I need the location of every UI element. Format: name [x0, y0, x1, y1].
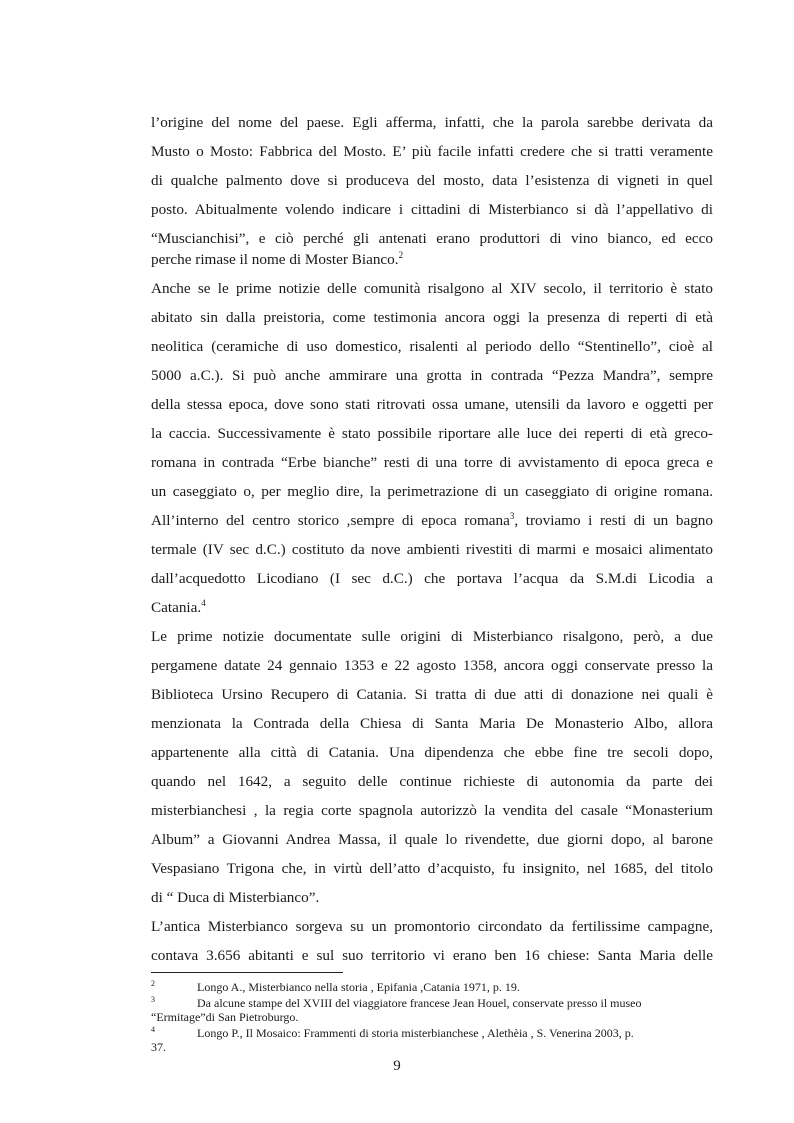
body-line: menzionata la Contrada della Chiesa di Santa Maria De Monasterio Albo, allora: [151, 715, 713, 732]
body-line: termale (IV sec d.C.) costituto da nove ambienti rivestiti di marmi e mosaici alimentato: [151, 541, 713, 558]
body-line: la caccia. Successivamente è stato possibile riportare alle luce dei reperti di età greco-: [151, 425, 713, 442]
body-line: di “ Duca di Misterbianco”.: [151, 889, 320, 906]
footnote-ref: 3: [509, 511, 515, 521]
body-line: Album” a Giovanni Andrea Massa, il quale lo rivendette, due giorni dopo, al barone: [151, 831, 713, 848]
body-line: pergamene datate 24 gennaio 1353 e 22 agosto 1358, ancora oggi conservate presso la: [151, 657, 713, 674]
footnote-separator: [151, 972, 343, 973]
footnote-2: [151, 980, 713, 996]
body-line: di qualche palmento dove si produceva del mosto, data l’esistenza di vigneti in quel: [151, 172, 713, 189]
footnote-ref: 2: [398, 250, 404, 260]
body-line: della stessa epoca, dove sono stati ritrovati ossa umane, utensili da lavoro e oggetti per: [151, 396, 713, 413]
body-line: Biblioteca Ursino Recupero di Catania. Si tratta di due atti di donazione nei quali è: [151, 686, 713, 703]
footnote-text: Da alcune stampe del XVIII del viaggiatore francese Jean Houel, conservate presso il museo: [197, 996, 642, 1010]
body-line: misterbianchesi , la regia corte spagnola autorizzò la vendita del casale “Monasterium: [151, 802, 713, 819]
body-line: quando nel 1642, a seguito delle continue richieste di autonomia da parte dei: [151, 773, 713, 790]
body-line: contava 3.656 abitanti e sul suo territorio vi erano ben 16 chiese: Santa Maria delle: [151, 947, 713, 964]
body-line: l’origine del nome del paese. Egli afferma, infatti, che la parola sarebbe derivata da: [151, 114, 713, 131]
body-line: dall’acquedotto Licodiano (I sec d.C.) che portava l’acqua da S.M.di Licodia a: [151, 570, 713, 587]
body-line: 5000 a.C.). Si può anche ammirare una grotta in contrada “Pezza Mandra”, sempre: [151, 367, 713, 384]
footnote-text: “Ermitage”di San Pietroburgo.: [151, 1010, 299, 1024]
footnote-text: 37.: [151, 1040, 166, 1054]
body-line: Musto o Mosto: Fabbrica del Mosto. E’ più facile infatti credere che si tratti veramente: [151, 143, 713, 160]
footnote-number: 2: [151, 979, 155, 988]
body-line: abitato sin dalla preistoria, come testimonia ancora oggi la presenza di reperti di età: [151, 309, 713, 326]
footnote-number: 3: [151, 995, 155, 1004]
footnote-ref: 4: [201, 598, 206, 608]
body-line: romana in contrada “Erbe bianche” resti di una torre di avvistamento di epoca greca e: [151, 454, 713, 471]
body-line: appartenente alla città di Catania. Una dipendenza che ebbe fine tre secoli dopo,: [151, 744, 713, 761]
body-line: All’interno del centro storico ,sempre di epoca romana$^3$, troviamo i resti di un bagno: [151, 511, 713, 529]
footnote-text: Longo P., Il Mosaico: Frammenti di storia misterbianchese , Alethèia , S. Venerina 2003, p.: [197, 1026, 634, 1040]
footnote-number: 4: [151, 1025, 155, 1034]
body-line: Le prime notizie documentate sulle origini di Misterbianco risalgono, però, a due: [151, 628, 713, 645]
page-number: 9: [393, 1058, 401, 1074]
body-line: “Muscianchisi”, e ciò perché gli antenati erano produttori di vino bianco, ed ecco: [151, 230, 713, 247]
body-line: neolitica (ceramiche di uso domestico, risalenti al periodo dello “Stentinello”, cioè al: [151, 338, 713, 355]
footnote-text: Longo A., Misterbianco nella storia , Epifania ,Catania 1971, p. 19.: [197, 980, 520, 994]
body-line: Catania.$^4$: [151, 598, 206, 616]
body-line: Vespasiano Trigona che, in virtù dell’atto d’acquisto, fu insignito, nel 1685, del titolo: [151, 860, 713, 877]
body-line: perche rimase il nome di Moster Bianco.$^2$: [151, 250, 404, 268]
body-line: un caseggiato o, per meglio dire, la perimetrazione di un caseggiato di origine romana.: [151, 483, 713, 500]
body-line: L’antica Misterbianco sorgeva su un promontorio circondato da fertilissime campagne,: [151, 918, 713, 935]
body-line: Anche se le prime notizie delle comunità risalgono al XIV secolo, il territorio è stato: [151, 280, 713, 297]
body-line: posto. Abitualmente volendo indicare i cittadini di Misterbianco si dà l’appellativo di: [151, 201, 713, 218]
